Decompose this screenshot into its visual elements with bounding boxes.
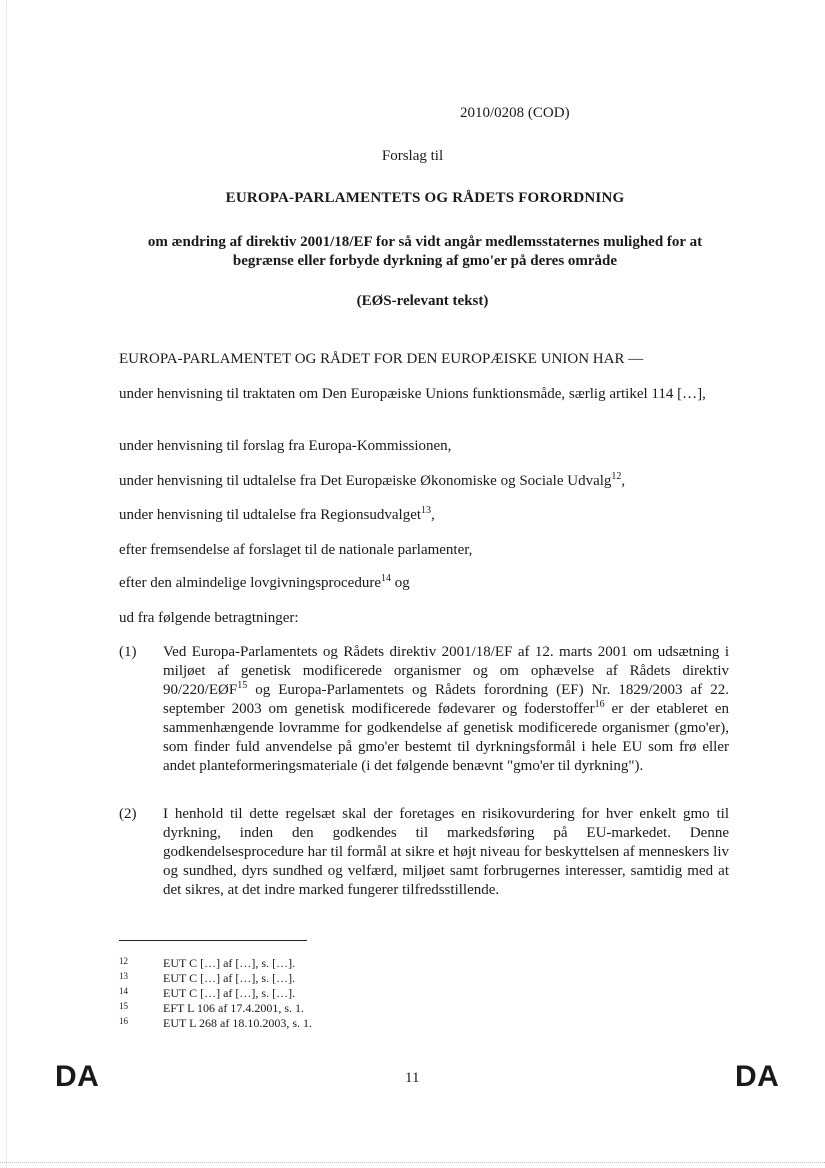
- document-title: EUROPA-PARLAMENTETS OG RÅDETS FORORDNING: [225, 190, 625, 206]
- citation-text: efter fremsendelse af forslaget til de nationale parlamenter,: [119, 542, 473, 558]
- citation-eesc: [119, 472, 729, 491]
- citation-text: ud fra følgende betragtninger:: [119, 610, 299, 626]
- footnote-number: 13: [119, 971, 128, 981]
- footnote-number: 16: [119, 1016, 128, 1026]
- footnote-text: EFT L 106 af 17.4.2001, s. 1.: [163, 1001, 304, 1015]
- footnote-number: 15: [119, 1001, 128, 1011]
- footnote-14: [119, 987, 295, 1000]
- citation-suffix: og: [391, 575, 410, 591]
- subject-line-2: begrænse eller forbyde dyrkning af gmo'er på deres område: [232, 253, 618, 269]
- footnote-13: [119, 972, 295, 985]
- footnote-text: EUT C […] af […], s. […].: [163, 956, 296, 970]
- citation-text: under henvisning til traktaten om Den Europæiske Unions funktionsmåde, særlig artikel 114 […],: [119, 386, 706, 402]
- recital-text-part: er der etableret en sammenhængende lovramme for godkendelse af genetisk modificerede organismer (gmo'er), som finder fuld anvendelse på gmo'er bestemt til dyrkningsformål i hele EU som frø eller andet planteformeringsmateriale (i det følgende benævnt "gmo'er til dyrkning").: [163, 701, 730, 774]
- footnote-number: 14: [119, 986, 128, 996]
- footnote-16: [119, 1017, 312, 1030]
- footnote-12: [119, 957, 295, 970]
- recital-text-part: Ved Europa-Parlamentets og Rådets direktiv 2001/18/EF af 12. marts 2001 om udsætning i miljøet af genetisk modificerede organismer og om ophævelse af Rådets direktiv 90/220/EØF: [163, 644, 729, 698]
- footnote-text: EUT L 268 af 18.10.2003, s. 1.: [163, 1016, 312, 1030]
- footnote-ref[interactable]: 16: [594, 699, 605, 710]
- citation-national-parliaments: [119, 541, 729, 560]
- footnote-ref[interactable]: 13: [421, 505, 432, 516]
- recital-number: (2): [119, 806, 137, 822]
- footnote-number: 12: [119, 956, 128, 966]
- citation-recitals-intro: [119, 609, 729, 628]
- document-subject: [110, 233, 740, 271]
- citation-treaty: [119, 385, 729, 404]
- enacting-formula: EUROPA-PARLAMENTET OG RÅDET FOR DEN EUROPÆISKE UNION HAR —: [119, 351, 644, 367]
- scan-edge-line: [6, 0, 7, 1168]
- recital-text: I henhold til dette regelsæt skal der foretages en risikovurdering for hver enkelt gmo til dyrkning, inden den godkendes til markedsføring på EU-markedet. Denne godkendelsesprocedure har til formål at sikre et højt niveau for beskyttelsen af menneskers liv og sundhed, dyrs sundhed og velfærd, miljøet samt forbrugernes interesser, samtidig med at det sikres, at det indre marked fungerer tilfredsstillende.: [163, 806, 729, 898]
- citation-text: under henvisning til forslag fra Europa-Kommissionen,: [119, 438, 452, 454]
- recital-text: [163, 643, 729, 776]
- citation-text: under henvisning til udtalelse fra Det Europæiske Økonomiske og Sociale Udvalg: [119, 473, 612, 489]
- recital-number: (1): [119, 644, 137, 660]
- citation-text: efter den almindelige lovgivningsprocedure: [119, 575, 381, 591]
- footnote-text: EUT C […] af […], s. […].: [163, 971, 296, 985]
- footnote-separator: [119, 940, 307, 941]
- recital-1: [119, 643, 729, 776]
- citation-suffix: ,: [621, 473, 626, 489]
- eea-relevance: (EØS-relevant tekst): [356, 293, 489, 309]
- proposal-label: Forslag til: [381, 148, 444, 164]
- footnote-text: EUT C […] af […], s. […].: [163, 986, 296, 1000]
- citation-commission: [119, 437, 729, 456]
- recital-2: [119, 805, 729, 900]
- footnote-15: [119, 1002, 304, 1015]
- footnote-ref[interactable]: 14: [381, 573, 391, 584]
- footnote-ref[interactable]: 12: [611, 471, 622, 482]
- footnote-ref[interactable]: 15: [237, 680, 248, 691]
- citation-text: under henvisning til udtalelse fra Regionsudvalget: [119, 507, 422, 523]
- recital-text-part: og Europa-Parlamentets og Rådets forordning (EF) Nr. 1829/2003 af 22. september 2003 om genetisk modificerede fødevarer og foderstoffer: [163, 682, 729, 717]
- procedure-reference: 2010/0208 (COD): [460, 105, 570, 121]
- subject-line-1: om ændring af direktiv 2001/18/EF for så vidt angår medlemsstaternes mulighed for at: [147, 234, 703, 250]
- page-number: 11: [405, 1070, 420, 1086]
- citation-procedure: [119, 574, 729, 593]
- language-code-right: DA: [735, 1060, 780, 1093]
- language-code-left: DA: [55, 1060, 100, 1093]
- citation-regions: [119, 506, 729, 525]
- citation-suffix: ,: [431, 507, 435, 523]
- scan-bottom-line: [0, 1162, 825, 1163]
